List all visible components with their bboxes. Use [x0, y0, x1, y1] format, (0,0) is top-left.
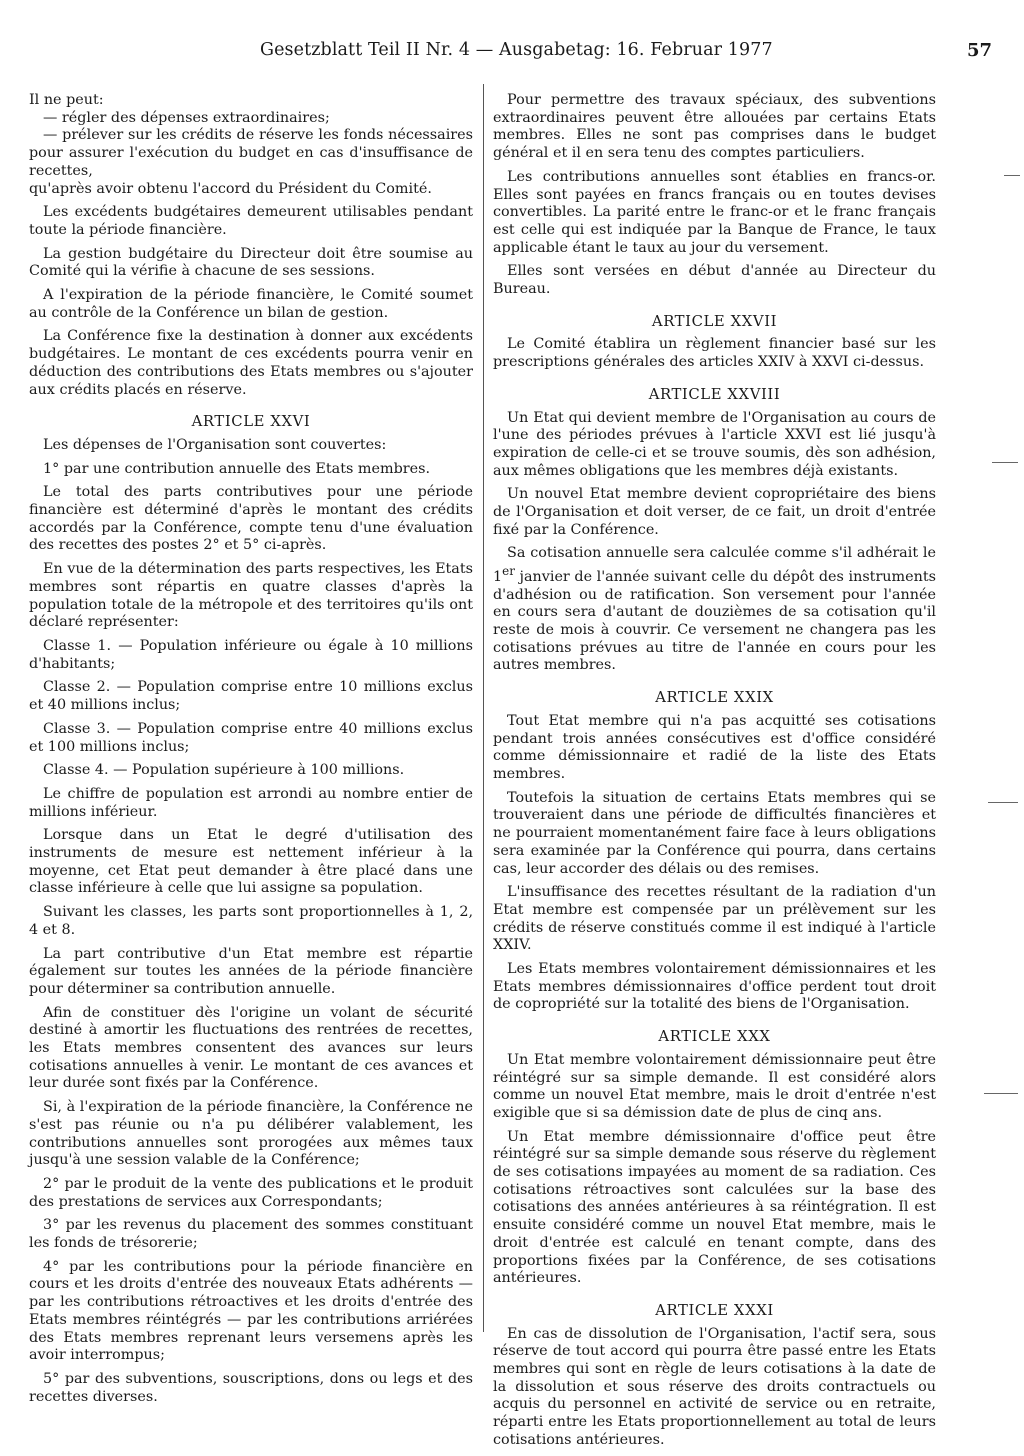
- paragraph: Suivant les classes, les parts sont proportionnelles à 1, 2, 4 et 8.: [29, 904, 473, 938]
- paragraph: Un nouvel Etat membre devient copropriétaire des biens de l'Organisation et doit verser, de ce fait, un droit d'entrée fixé par la Conférence.: [493, 486, 936, 538]
- paragraph: Lorsque dans un Etat le degré d'utilisation des instruments de mesure est nettement inférieur à la moyenne, cet Etat peut demander à être placé dans une classe inférieure à celle que lui assigne sa population.: [29, 827, 473, 897]
- paragraph: Afin de constituer dès l'origine un volant de sécurité destiné à amortir les fluctuations des rentrées de recettes, les Etats membres consentent des avances sur leurs cotisations annuelles à venir. Le montant de ces avances et leur durée sont fixés par la Conférence.: [29, 1004, 473, 1092]
- article-heading: ARTICLE XXVIII: [648, 385, 781, 403]
- paragraph: Les Etats membres volontairement démissionnaires et les Etats membres démissionnaires d'office perdent tout droit de copropriété sur la totalité des biens de l'Organisation.: [493, 961, 936, 1013]
- paragraph: 1° par une contribution annuelle des Etats membres.: [43, 460, 431, 477]
- paragraph: En vue de la détermination des parts respectives, les Etats membres sont répartis en quatre classes d'après la population totale de la métropole et des territoires qu'ils ont déclaré représenter:: [29, 561, 473, 631]
- paragraph: La gestion budgétaire du Directeur doit être soumise au Comité qui la vérifie à chacune de ses sessions.: [29, 245, 473, 280]
- left-column: [29, 92, 473, 1412]
- article-heading: ARTICLE XXIX: [655, 689, 774, 707]
- paragraph: L'insuffisance des recettes résultant de la radiation d'un Etat membre est compensée par un prélèvement sur les crédits de réserve constitués comme il est indiqué à l'article XXIV.: [493, 884, 936, 954]
- list-item: Classe 1. — Population inférieure ou égale à 10 millions d'habitants;: [29, 637, 473, 672]
- paragraph: qu'après avoir obtenu l'accord du Président du Comité.: [29, 180, 432, 197]
- margin-mark: [984, 1093, 1018, 1094]
- page-number: 57: [966, 40, 992, 61]
- paragraph: A l'expiration de la période financière, le Comité soumet au contrôle de la Conférence un bilan de gestion.: [29, 287, 473, 321]
- article-heading: ARTICLE XXXI: [655, 1301, 774, 1319]
- paragraph: [493, 545, 936, 675]
- column-divider: [483, 84, 484, 1332]
- list-item: Classe 4. — Population supérieure à 100 millions.: [43, 762, 405, 779]
- paragraph: Un Etat membre volontairement démissionnaire peut être réintégré sur sa simple demande. Il est considéré alors comme un nouvel Etat membre, mais le droit d'entrée n'est exigible que si sa démission date de plus de cinq ans.: [493, 1051, 936, 1121]
- paragraph: Le total des parts contributives pour une période financière est déterminé d'après le montant des crédits accordés par la Conférence, compte tenu d'une évaluation des recettes des postes 2° et 5° ci-après.: [29, 484, 473, 554]
- text-run: Sa cotisation annuelle sera calculée comme s'il adhérait le 1: [493, 545, 936, 585]
- paragraph: La part contributive d'un Etat membre est répartie également sur toutes les années de la période financière pour déterminer sa contribution annuelle.: [29, 945, 473, 997]
- paragraph: 4° par les contributions pour la période financière en cours et les droits d'entrée des nouveaux Etats adhérents — par les contributions rétroactives et les droits d'entrée des Etats membres réintégrés — par les contributions arriérées des Etats membres reprenant leurs versemens après les avoir interrompus;: [29, 1258, 473, 1364]
- paragraph: Elles sont versées en début d'année au Directeur du Bureau.: [493, 263, 936, 298]
- paragraph: Le chiffre de population est arrondi au nombre entier de millions inférieur.: [29, 785, 473, 820]
- margin-mark: [992, 462, 1018, 463]
- paragraph: Le Comité établira un règlement financier basé sur les prescriptions générales des articles XXIV à XXVI ci-dessus.: [493, 336, 936, 371]
- page-header: [28, 40, 1000, 70]
- margin-mark: [1004, 175, 1020, 176]
- paragraph: 3° par les revenus du placement des sommes constituant les fonds de trésorerie;: [29, 1217, 473, 1252]
- paragraph: Pour permettre des travaux spéciaux, des subventions extraordinaires peuvent être allouées par certains Etats membres. Elles ne sont pas comprises dans le budget général et il en sera tenu des comptes particuliers.: [493, 92, 936, 162]
- paragraph: Un Etat qui devient membre de l'Organisation au cours de l'une des périodes prévues à l'article XXVI est lié jusqu'à expiration de celle-ci et se trouve soumis, dès son adhésion, aux mêmes obligations que les membres déjà existants.: [493, 409, 936, 479]
- paragraph: 5° par des subventions, souscriptions, dons ou legs et des recettes diverses.: [29, 1371, 473, 1405]
- margin-mark: [988, 802, 1018, 803]
- list-item: — prélever sur les crédits de réserve les fonds nécessaires pour assurer l'exécution du budget en cas d'insuffisance de recettes,: [29, 127, 473, 179]
- list-item: Classe 3. — Population comprise entre 40 millions exclus et 100 millions inclus;: [29, 720, 473, 755]
- paragraph: Il ne peut:: [29, 92, 104, 108]
- list-item: Classe 2. — Population comprise entre 10 millions exclus et 40 millions inclus;: [29, 679, 473, 714]
- list-item: — régler des dépenses extraordinaires;: [43, 109, 330, 126]
- running-title: Gesetzblatt Teil II Nr. 4 — Ausgabetag: 16. Februar 1977: [260, 40, 773, 60]
- article-heading: ARTICLE XXVII: [651, 312, 778, 330]
- paragraph: 2° par le produit de la vente des publications et le produit des prestations de services aux Correspondants;: [29, 1175, 473, 1210]
- paragraph: La Conférence fixe la destination à donner aux excédents budgétaires. Le montant de ces excédents pourra venir en déduction des contributions des Etats membres ou s'ajouter aux crédits placés en réserve.: [29, 328, 473, 398]
- paragraph: Un Etat membre démissionnaire d'office peut être réintégré sur sa simple demande sous réserve du règlement de ses cotisations impayées au moment de sa radiation. Ces cotisations rétroactives sont calculées sur la base des cotisations des années antérieures à sa réintégration. Il est ensuite considéré comme un nouvel Etat membre, mais le droit d'entrée est calculé en tenant compte, dans des proportions fixées par la Conférence, de ses cotisations antérieures.: [493, 1128, 936, 1287]
- article-heading: ARTICLE XXVI: [191, 413, 311, 431]
- paragraph: En cas de dissolution de l'Organisation, l'actif sera, sous réserve de tout accord qui pourra être passé entre les Etats membres qui sont en règle de leurs cotisations à la date de la dissolution et sous réserve des droits contractuels ou acquis du personnel en activité de service ou en retraite, réparti entre les Etats proportionnellement au total de leurs cotisations antérieures.: [493, 1325, 936, 1448]
- paragraph: Les dépenses de l'Organisation sont couvertes:: [43, 436, 387, 453]
- right-column: [493, 92, 936, 1456]
- paragraph: Les contributions annuelles sont établies en francs-or. Elles sont payées en francs français ou en toutes devises convertibles. La parité entre le franc-or et le franc français est celle qui est indiquée par la Banque de France, le taux applicable étant le taux au jour du versement.: [493, 168, 936, 256]
- text-run: janvier de l'année suivant celle du dépôt des instruments d'adhésion ou de ratification. Son versement pour l'année en cours sera d'autant de douzièmes de sa cotisation qu'il reste de mois à couvrir. Ce versement ne changera pas les cotisations prévues au titre de l'année en cours pour les autres membres.: [493, 568, 936, 674]
- superscript: er: [502, 564, 515, 579]
- paragraph: Tout Etat membre qui n'a pas acquitté ses cotisations pendant trois années consécutives est d'office considéré comme démissionnaire et radié de la liste des Etats membres.: [493, 712, 936, 782]
- paragraph: Si, à l'expiration de la période financière, la Conférence ne s'est pas réunie ou n'a pu délibérer valablement, les contributions annuelles sont prorogées aux mêmes taux jusqu'à une session valable de la Conférence;: [29, 1099, 473, 1169]
- paragraph: Les excédents budgétaires demeurent utilisables pendant toute la période financière.: [29, 204, 473, 238]
- paragraph: Toutefois la situation de certains Etats membres qui se trouveraient dans une période de difficultés financières et ne pourraient momentanément faire face à leurs obligations sera examinée par la Conférence qui pourra, dans certains cas, leur accorder des délais ou des remises.: [493, 789, 936, 877]
- article-heading: ARTICLE XXX: [658, 1028, 771, 1046]
